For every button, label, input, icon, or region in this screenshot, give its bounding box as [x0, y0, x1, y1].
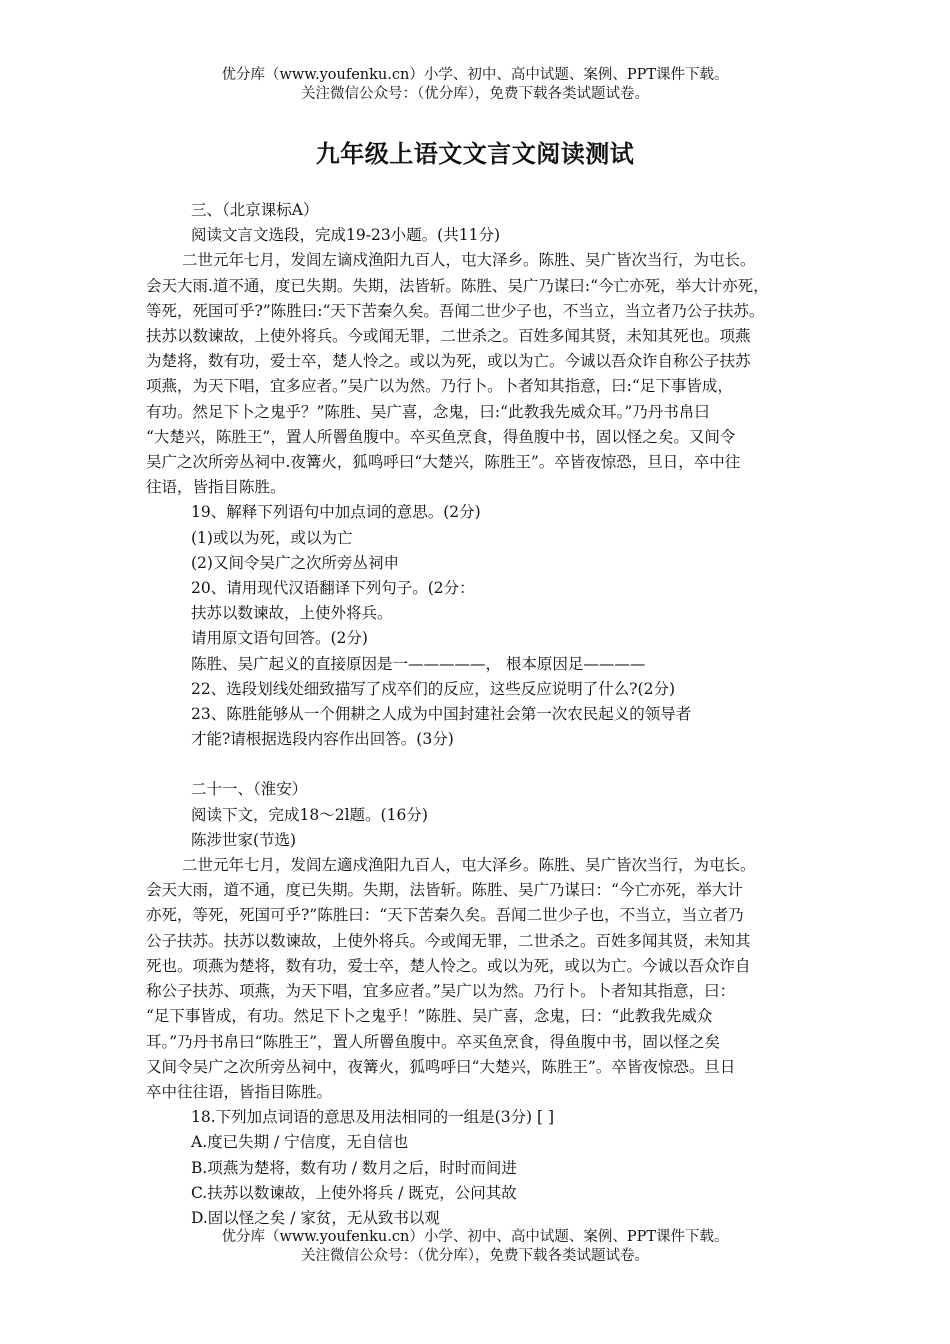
- passage-line: “大楚兴，陈胜王”，置人所罾鱼腹中。卒买鱼烹食，得鱼腹中书，固以怪之矣。又间令: [146, 427, 736, 446]
- passage-line: 公子扶苏。扶苏以数谏故，上使外将兵。今或闻无罪，二世杀之。百姓多闻其贤，未知其: [146, 931, 751, 950]
- option-c: C.扶苏以数谏故，上使外将兵 / 既克，公问其故: [191, 1183, 517, 1202]
- question-line: 22、选段划线处细致描写了戍卒们的反应，这些反应说明了什么?(2分): [191, 679, 675, 698]
- section-spacer: [146, 752, 806, 777]
- section2-subtitle: 陈涉世家(节选): [191, 830, 297, 849]
- section2-options: [146, 1130, 806, 1231]
- section2-heading: 二十一、（淮安）: [191, 780, 308, 799]
- document-body: [146, 198, 806, 1231]
- question-line: 20、请用现代汉语翻译下列句子。(2分：: [191, 579, 475, 598]
- passage-line: 往语，皆指目陈胜。: [146, 478, 286, 497]
- passage-line: 会天大雨，道不通，度已失期。失期，法皆斩。陈胜、吴广乃谋曰：“今亡亦死，举大计: [146, 881, 743, 900]
- footer-line-2: 关注微信公众号：（优分库），免费下载各类试题试卷。: [301, 1248, 649, 1264]
- section1-instruction: 阅读文言文选段，完成19-23小题。(共11分): [191, 226, 501, 245]
- section2-question: 18.下列加点词语的意思及用法相同的一组是(3分) [ ]: [191, 1108, 555, 1127]
- passage-line: 二世元年七月，发闾左適戍渔阳九百人，屯大泽乡。陈胜、吴广皆次当行，为屯长。: [182, 856, 756, 875]
- passage-line: 有功。然足下卜之鬼乎？”陈胜、吴广喜，念鬼，曰:“此教我先威众耳。”乃丹书帛曰: [146, 402, 710, 421]
- passage-line: “足下事皆成，有功。然足下卜之鬼乎！”陈胜、吴广喜，念鬼，曰：“此教我先威众: [146, 1007, 713, 1026]
- passage-line: 称公子扶苏、项燕，为天下唱，宜多应者。”吴广以为然。乃行卜。卜者知其指意，曰：: [146, 982, 736, 1001]
- question-line: (2)又间令吴广之次所旁丛祠申: [191, 553, 399, 572]
- question-line: (1)或以为死，或以为亡: [191, 528, 353, 547]
- passage-line: 死也。项燕为楚将，数有功，爱士卒，楚人怜之。或以为死，或以为亡。今诚以吾众诈自: [146, 956, 751, 975]
- question-line: 请用原文语句回答。(2分): [191, 629, 368, 648]
- header-line-2: 关注微信公众号：（优分库），免费下载各类试题试卷。: [301, 86, 649, 102]
- passage-line: 扶苏以数谏故，上使外将兵。今或闻无罪，二世杀之。百姓多闻其贤，未知其死也。项燕: [146, 327, 751, 346]
- passage-line: 项燕，为天下唱，宜多应者。”吴广以为然。乃行卜。卜者知其指意，曰:“足下事皆成，: [146, 377, 733, 396]
- passage-line: 二世元年七月，发闾左谪戍渔阳九百人，屯大泽乡。陈胜、吴广皆次当行，为屯长。: [182, 251, 756, 270]
- option-a: A.度已失期 / 宁信度，无自信也: [191, 1133, 409, 1152]
- question-line: 23、陈胜能够从一个佣耕之人成为中国封建社会第一次农民起义的领导者: [191, 705, 692, 724]
- option-d: D.固以怪之矣 / 家贫，无从致书以观: [191, 1208, 440, 1227]
- section2-passage: [146, 853, 806, 1105]
- footer-line-1: 优分库（www.youfenku.cn）小学、初中、高中试题、案例、PPT课件下载。: [221, 1229, 729, 1245]
- option-b: B.项燕为楚将，数有功 / 数月之后，时时而间进: [191, 1158, 517, 1177]
- passage-line: 卒中往往语，皆指目陈胜。: [146, 1082, 333, 1101]
- section1-heading: 三、（北京课标A）: [191, 201, 319, 219]
- question-line: 陈胜、吴广起义的直接原因是一—————， 根本原因足————: [191, 654, 646, 673]
- passage-line: 为楚将，数有功，爱士卒，楚人怜之。或以为死，或以为亡。今诚以吾众诈自称公子扶苏: [146, 352, 751, 371]
- passage-line: 耳。”乃丹书帛曰“陈胜王”，置人所罾鱼腹中。卒买鱼烹食，得鱼腹中书，固以怪之矣: [146, 1032, 721, 1051]
- page-title: 九年级上语文文言文阅读测试: [315, 139, 635, 168]
- passage-line: 等死，死国可乎?”陈胜曰:“天下苦秦久矣。吾闻二世少子也，不当立，当立者乃公子扶苏。: [146, 301, 765, 320]
- question-line: 扶苏以数谏故，上使外将兵。: [191, 604, 393, 623]
- passage-line: 吴广之次所旁丛祠中.夜篝火，狐鸣呼曰“大楚兴，陈胜王”。卒皆夜惊恐，旦日，卒中往: [146, 453, 741, 472]
- section1-questions: [146, 500, 806, 752]
- passage-line: 会天大雨.道不通，度已失期。失期，法皆斩。陈胜、吴广乃谋曰:“今亡亦死，举大计亦死，: [146, 276, 769, 295]
- section2-instruction: 阅读下文，完成18～2l题。(16分): [191, 805, 428, 824]
- question-line: 19、解释下列语句中加点词的意思。(2分): [191, 503, 481, 522]
- header-line-1: 优分库（www.youfenku.cn）小学、初中、高中试题、案例、PPT课件下载。: [221, 67, 729, 83]
- question-line: 才能?请根据选段内容作出回答。(3分): [191, 730, 454, 749]
- page-header: [0, 66, 950, 104]
- passage-line: 亦死，等死，死国可乎?”陈胜曰：“天下苦秦久矣。吾闻二世少子也，不当立，当立者乃: [146, 906, 744, 925]
- section1-passage: [146, 248, 806, 500]
- passage-line: 又间令吴广之次所旁丛祠中，夜篝火，狐鸣呼曰“大楚兴，陈胜王”。卒皆夜惊恐。旦日: [146, 1057, 736, 1076]
- page-footer: [0, 1228, 950, 1266]
